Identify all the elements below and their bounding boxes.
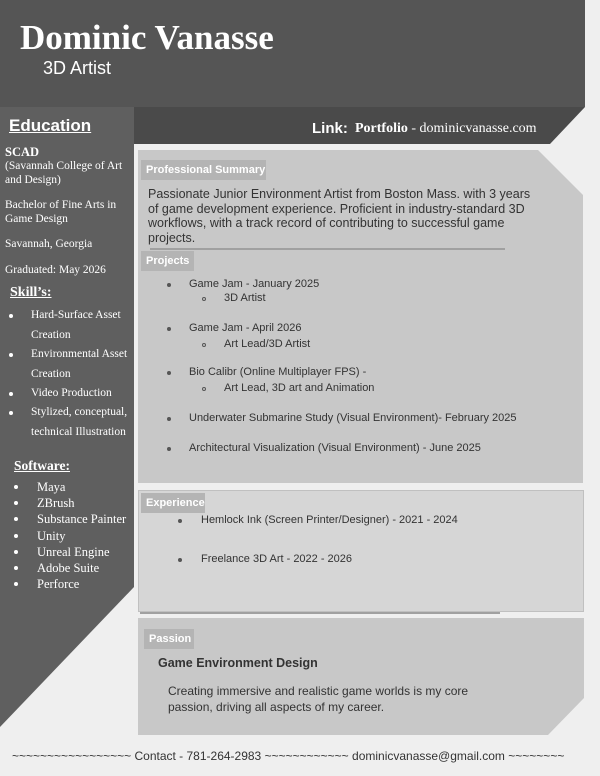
software-item: ZBrush [37,496,75,510]
portfolio-link[interactable] [355,121,537,137]
project-sub-bullet-icon [202,343,206,347]
project-title: Bio Calibr (Online Multiplayer FPS) - [189,366,367,378]
software-bullet-icon [14,582,18,586]
footer-tildes: ~~~~~~~~ [508,749,565,763]
education-school: SCAD [5,145,40,159]
role-subtitle: 3D Artist [43,58,112,78]
skill-bullet-icon [9,353,13,357]
divider [140,612,500,614]
project-title: Game Jam - April 2026 [189,322,302,334]
software-item: Adobe Suite [37,561,100,575]
contact-phone: Contact - 781-264-2983 [134,749,262,763]
skill-item: Stylized, conceptual, technical Illustration [31,406,128,438]
experience-bullet-icon [178,519,182,523]
experience-bullet-icon [178,558,182,562]
footer-contact [12,749,597,763]
software-bullet-icon [14,501,18,505]
skills-title: Skill’s: [10,285,52,300]
skill-bullet-icon [9,314,13,318]
project-bullet-icon [167,283,171,287]
software-item: Unity [37,529,66,543]
project-role: 3D Artist [224,292,266,304]
software-bullet-icon [14,534,18,538]
software-item: Substance Painter [37,512,127,526]
education-title: Education [9,116,92,135]
experience-item: Freelance 3D Art - 2022 - 2026 [201,553,353,565]
software-item: Perforce [37,577,80,591]
footer-tildes: ~~~~~~~~~~~~~~~~~ [12,749,132,763]
portfolio-label: Portfolio [355,121,408,136]
skill-bullet-icon [9,411,13,415]
project-title: Game Jam - January 2025 [189,278,320,290]
project-role: Art Lead/3D Artist [224,338,311,350]
project-sub-bullet-icon [202,297,206,301]
project-sub-bullet-icon [202,387,206,391]
education-degree: Bachelor of Fine Arts in Game Design [5,199,117,225]
link-label: Link: [312,120,348,137]
portfolio-url[interactable]: dominicvanasse.com [419,121,537,136]
skill-item: Environmental Asset Creation [31,348,128,380]
software-title: Software: [14,458,70,473]
tab-professional-summary: Professional Summary [141,160,266,180]
tab-projects: Projects [141,251,194,271]
passion-heading: Game Environment Design [158,656,318,670]
project-role: Art Lead, 3D art and Animation [224,382,375,394]
passion-text: Creating immersive and realistic game worlds is my core passion, driving all aspects of my career. [168,684,469,714]
contact-email[interactable]: dominicvanasse@gmail.com [352,749,505,763]
summary-text: Passionate Junior Environment Artist from Boston Mass. with 3 years of game development experience. Proficient in industry-standard 3D workflows, with a track record of contributing to successful game projects. [148,187,531,245]
skill-bullet-icon [9,392,13,396]
software-bullet-icon [14,550,18,554]
skill-item: Hard-Surface Asset Creation [31,309,121,341]
software-bullet-icon [14,485,18,489]
education-location: Savannah, Georgia [5,238,93,250]
project-bullet-icon [167,371,171,375]
education-graduated: Graduated: May 2026 [5,264,106,276]
software-bullet-icon [14,517,18,521]
portfolio-separator: - [407,121,420,136]
education-school-full: (Savannah College of Art and Design) [5,160,123,186]
tab-passion: Passion [144,629,194,649]
skill-item: Video Production [31,387,112,399]
name-title: Dominic Vanasse [20,18,274,57]
project-bullet-icon [167,447,171,451]
software-bullet-icon [14,566,18,570]
divider [150,248,505,250]
software-item: Unreal Engine [37,545,110,559]
project-title: Architectural Visualization (Visual Environment) - June 2025 [189,442,481,454]
project-bullet-icon [167,327,171,331]
project-title: Underwater Submarine Study (Visual Environment)- February 2025 [189,412,517,424]
software-item: Maya [37,480,66,494]
project-bullet-icon [167,417,171,421]
passion-panel [138,618,584,735]
tab-experience: Experience [141,493,205,513]
footer-tildes: ~~~~~~~~~~~~ [264,749,349,763]
experience-item: Hemlock Ink (Screen Printer/Designer) - 2021 - 2024 [201,514,458,526]
